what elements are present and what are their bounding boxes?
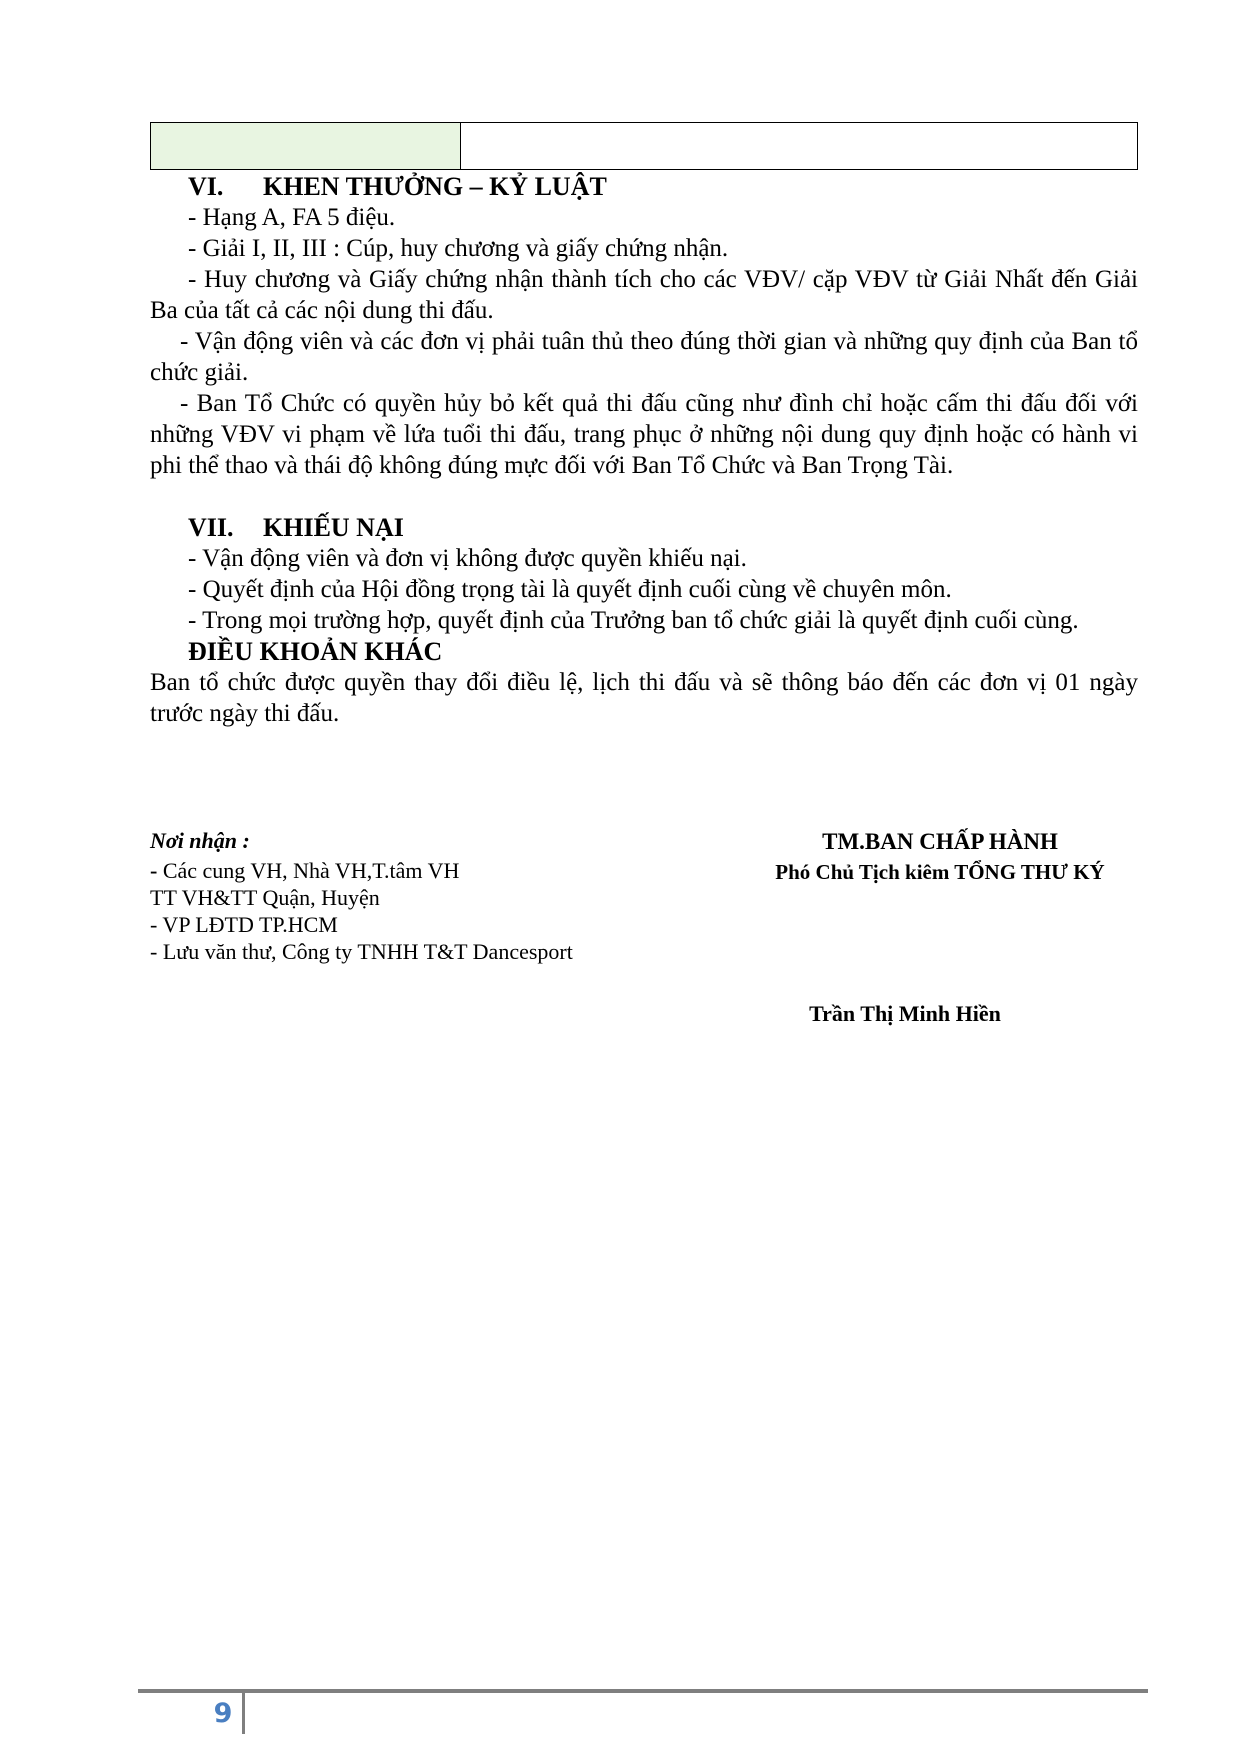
- recipient-line: [150, 857, 670, 884]
- page-number: 9: [213, 1698, 233, 1729]
- spacer: [150, 481, 1138, 512]
- section-vii-number: VII.: [188, 513, 234, 542]
- section-vi-number: VI.: [188, 172, 224, 201]
- section-vii-title: KHIẾU NẠI: [263, 513, 404, 542]
- table-fragment: [150, 122, 1138, 170]
- section-vi-item-3: - Huy chương và Giấy chứng nhận thành tích cho các VĐV/ cặp VĐV từ Giải Nhất đến Giải Ba của tất cả các nội dung thi đấu.: [150, 266, 1138, 324]
- recipients-block: [150, 827, 670, 965]
- section-vi-item-1: - Hạng A, FA 5 điệu.: [188, 204, 396, 231]
- section-vii-item-1: - Vận động viên và đơn vị không được quyền khiếu nại.: [188, 545, 747, 572]
- recipient-dash: -: [150, 858, 158, 883]
- signature-name: Trần Thị Minh Hiền: [809, 1001, 1001, 1026]
- section-vii-heading: [150, 512, 1138, 543]
- section-vi-item-2: - Giải I, II, III : Cúp, huy chương và giấy chứng nhận.: [188, 235, 729, 262]
- signature-position: Phó Chủ Tịch kiêm TỔNG THƯ KÝ: [775, 860, 1105, 884]
- section-vi-item-4: - Vận động viên và các đơn vị phải tuân thủ theo đúng thời gian và những quy định của Ban tổ chức giải.: [150, 328, 1138, 386]
- section-vi-heading: [150, 171, 1138, 202]
- footer-divider: [242, 1689, 245, 1734]
- signature-org: TM.BAN CHẤP HÀNH: [822, 829, 1058, 854]
- recipient-line: - Lưu văn thư, Công ty TNHH T&T Dancesport: [150, 939, 573, 964]
- other-terms-text: Ban tổ chức được quyền thay đổi điều lệ, lịch thi đấu và sẽ thông báo đến các đơn vị 01 ngày trước ngày thi đấu.: [150, 669, 1138, 727]
- recipient-line: - VP LĐTD TP.HCM: [150, 912, 338, 937]
- signature-block: [740, 827, 1140, 1029]
- table-cell-shaded: [151, 123, 461, 169]
- section-vi-item-5: - Ban Tổ Chức có quyền hủy bỏ kết quả thi đấu cũng như đình chỉ hoặc cấm thi đấu đối với những VĐV vi phạm về lứa tuổi thi đấu, trang phục ở những nội dung quy định hoặc có hành vi phi thể thao và thái độ không đúng mực đối với Ban Tổ Chức và Ban Trọng Tài.: [150, 390, 1138, 479]
- recipients-title: Nơi nhận :: [150, 828, 250, 853]
- recipient-text: Các cung VH, Nhà VH,T.tâm VH: [157, 858, 460, 883]
- document-body: [150, 171, 1138, 729]
- table-cell-empty: [461, 123, 1137, 169]
- footer-rule: [138, 1689, 1148, 1693]
- section-vi-title: KHEN THƯỞNG – KỶ LUẬT: [263, 172, 607, 201]
- other-terms-heading: ĐIỀU KHOẢN KHÁC: [188, 637, 443, 666]
- recipient-line: TT VH&TT Quận, Huyện: [150, 885, 380, 910]
- section-vii-item-2: - Quyết định của Hội đồng trọng tài là quyết định cuối cùng về chuyên môn.: [188, 576, 952, 603]
- section-vii-item-3: - Trong mọi trường hợp, quyết định của Trưởng ban tổ chức giải là quyết định cuối cùng.: [188, 607, 1079, 634]
